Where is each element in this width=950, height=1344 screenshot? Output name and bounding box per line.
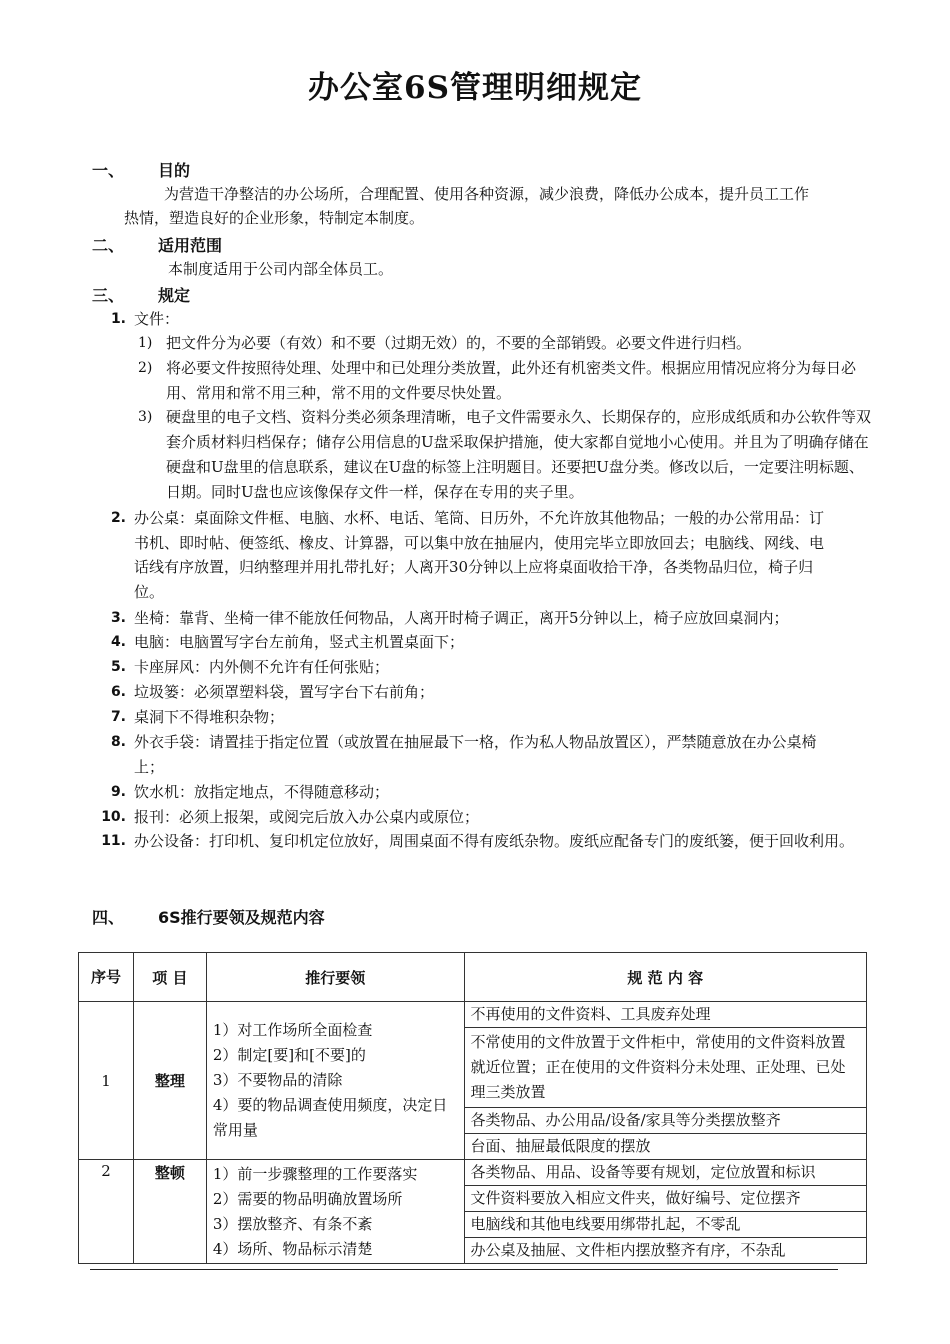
rule-number: 3.: [110, 610, 126, 626]
method-line: 1）对工作场所全面检查: [212, 1021, 373, 1039]
rule-text: 外衣手袋：请置挂于指定位置（或放置在抽屉最下一格，作为私人物品放置区），严禁随意放在办公桌椅上；: [134, 733, 817, 776]
cell-seq: 2: [79, 1160, 134, 1264]
rule-number: 10.: [101, 809, 126, 825]
cell-content: 不再使用的文件资料、工具废弃处理: [464, 1002, 866, 1028]
cell-content: 文件资料要放入相应文件夹，做好编号、定位摆齐: [464, 1186, 866, 1212]
rule-text: 饮水机：放指定地点，不得随意移动；: [134, 783, 390, 801]
rule-number: 4.: [110, 634, 126, 650]
sub-rule-text: 把文件分为必要（有效）和不要（过期无效）的，不要的全部销毁。必要文件进行归档。: [166, 334, 752, 352]
header-content: 规 范 内 容: [464, 953, 866, 1002]
cell-content: 各类物品、用品、设备等要有规划，定位放置和标识: [464, 1160, 866, 1186]
section-title: 适用范围: [158, 236, 223, 255]
method-line: 4）要的物品调查使用频度，决定日常用量: [212, 1096, 448, 1139]
section-title: 6S推行要领及规范内容: [158, 908, 325, 927]
method-line: 1）前一步骤整理的工作要落实: [212, 1164, 418, 1183]
cell-content: 电脑线和其他电线要用绑带扎起，不零乱: [464, 1212, 866, 1238]
cell-content: 办公桌及抽屉、文件柜内摆放整齐有序，不杂乱: [464, 1238, 866, 1264]
method-line: 2）需要的物品明确放置场所: [212, 1189, 403, 1208]
rule-text: 办公设备：打印机、复印机定位放好，周围桌面不得有废纸杂物。废纸应配备专门的废纸篓，便于回收利用。: [134, 832, 855, 850]
rule-text: 坐椅：靠背、坐椅一律不能放任何物品，人离开时椅子调正，离开5分钟以上，椅子应放回桌洞内；: [134, 609, 789, 627]
cell-seq: 1: [79, 1002, 134, 1160]
sub-rule-number: 3): [138, 409, 153, 425]
table-row: [79, 1160, 867, 1186]
rule-number: 11.: [101, 833, 126, 849]
rule-text: 垃圾篓：必须罩塑料袋，置写字台下右前角；: [134, 683, 435, 701]
cell-item: 整理: [133, 1002, 206, 1160]
cell-item: 整顿: [133, 1160, 206, 1264]
rule-text: 报刊：必须上报架，或阅完后放入办公桌内或原位；: [134, 808, 480, 826]
section-number: 一、: [92, 161, 125, 180]
cell-content: 各类物品、办公用品/设备/家具等分类摆放整齐: [464, 1108, 866, 1134]
rule-number: 2.: [110, 510, 126, 526]
table-header-row: [79, 953, 867, 1002]
rule-text: 电脑：电脑置写字台左前角，竖式主机置桌面下；: [134, 633, 465, 651]
section-heading-purpose: [92, 158, 190, 181]
rule-text: 办公桌：桌面除文件框、电脑、水杯、电话、笔筒、日历外，不允许放其他物品；一般的办公常用品：订书机、即时帖、便签纸、橡皮、计算器，可以集中放在抽屉内，使用完毕立即放回去；电脑线、网线、电话线有序放置，归纳整理并用扎带扎好；人离开30分钟以上应将桌面收拾干净，各类物品归位，椅子归位。: [134, 509, 825, 601]
rule-number: 6.: [110, 684, 126, 700]
rule-text: 桌洞下不得堆积杂物；: [134, 708, 285, 726]
rule-number: 9.: [110, 784, 126, 800]
section-heading-scope: [92, 233, 222, 256]
header-item: 项 目: [133, 953, 206, 1002]
method-line: 3）摆放整齐、有条不紊: [212, 1214, 373, 1233]
paragraph-line: 热情，塑造良好的企业形象，特制定本制度。: [124, 209, 425, 227]
method-line: 3）不要物品的清除: [212, 1071, 343, 1089]
rule-number: 1.: [110, 311, 126, 327]
cell-content: 台面、抽屉最低限度的摆放: [464, 1134, 866, 1160]
rule-text: 文件：: [134, 310, 180, 328]
sub-rule-number: 1): [138, 335, 153, 351]
cell-content: 不常使用的文件放置于文件柜中，常使用的文件资料放置就近位置；正在使用的文件资料分未处理、正处理、已处理三类放置: [464, 1028, 866, 1108]
paragraph-line: 为营造干净整洁的办公场所，合理配置、使用各种资源，减少浪费，降低办公成本，提升员工工作: [164, 185, 810, 203]
rule-number: 5.: [110, 659, 126, 675]
section-heading-6s: [92, 905, 325, 928]
section-number: 二、: [92, 236, 125, 255]
method-line: 4）场所、物品标示清楚: [212, 1239, 373, 1258]
rule-text: 卡座屏风：内外侧不允许有任何张贴；: [134, 658, 390, 676]
rule-number: 8.: [110, 734, 126, 750]
section-number: 三、: [92, 286, 125, 305]
section-number: 四、: [92, 908, 125, 927]
method-line: 2）制定[要]和[不要]的: [212, 1046, 366, 1064]
cell-method: [206, 1160, 464, 1264]
section-heading-rules: [92, 283, 190, 306]
sub-rule-text: 将必要文件按照待处理、处理中和已处理分类放置，此外还有机密类文件。根据应用情况应将分为每日必用、常用和常不用三种，常不用的文件要尽快处置。: [166, 359, 857, 402]
header-method: 推行要领: [206, 953, 464, 1002]
rule-number: 7.: [110, 709, 126, 725]
cell-method: [206, 1002, 464, 1160]
paragraph-line: 本制度适用于公司内部全体员工。: [168, 260, 394, 278]
header-seq: 序号: [79, 953, 134, 1002]
sub-rule-text: 硬盘里的电子文档、资料分类必须条理清晰，电子文件需要永久、长期保存的，应形成纸质和办公软件等双套介质材料归档保存；储存公用信息的U盘采取保护措施，使大家都自觉地小心使用。并且为了明确存储在硬盘和U盘里的信息联系，建议在U盘的标签上注明题目。还要把U盘分类。修改以后，一定要注明标题、日期。同时U盘也应该像保存文件一样，保存在专用的夹子里。: [166, 408, 872, 501]
footer-divider: [90, 1269, 838, 1270]
section-title: 规定: [158, 286, 191, 305]
sub-rule-number: 2): [138, 360, 153, 376]
table-row: [79, 1002, 867, 1028]
section-title: 目的: [158, 161, 191, 180]
page-title: 办公室6S管理明细规定: [308, 70, 642, 106]
6s-table: [78, 952, 867, 1264]
